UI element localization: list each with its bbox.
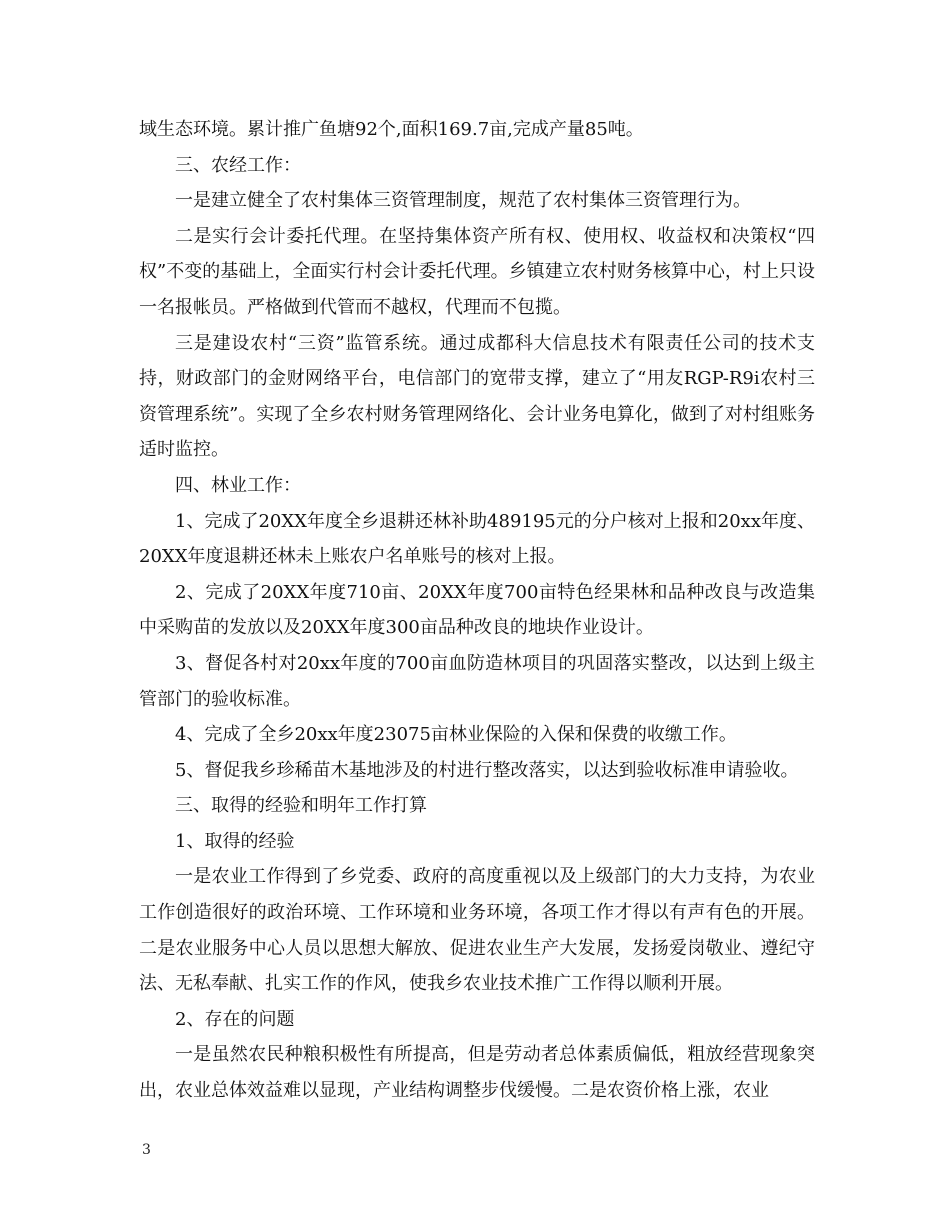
paragraph: 二是实行会计委托代理。在坚持集体资产所有权、使用权、收益权和决策权“四权”不变的基础上，全面实行村会计委托代理。乡镇建立农村财务核算中心，村上只设一名报帐员。严格做到代管而不越权，代理而不包揽。 [139, 225, 815, 318]
paragraph: 一是建立健全了农村集体三资管理制度，规范了农村集体三资管理行为。 [175, 190, 751, 212]
paragraph: 域生态环境。累计推广鱼塘92个,面积169.7亩,完成产量85吨。 [139, 119, 644, 140]
paragraph: 三是建设农村“三资”监管系统。通过成都科大信息技术有限责任公司的技术支持，财政部门的金财网络平台，电信部门的宽带支撑，建立了“用友RGP-R9i农村三资管理系统”。实现了全乡农村财务管理网络化、会计业务电算化，做到了对村组账务适时监控。 [139, 332, 815, 461]
paragraph: 一是虽然农民种粮积极性有所提高，但是劳动者总体素质偏低，粗放经营现象突出，农业总体效益难以显现，产业结构调整步伐缓慢。二是农资价格上涨，农业 [139, 1044, 815, 1102]
section-heading: 三、取得的经验和明年工作打算 [175, 795, 427, 817]
list-item: 3、督促各村对20xx年度的700亩血防造林项目的巩固落实整改，以达到上级主管部门的验收标准。 [139, 652, 815, 710]
section-heading: 四、林业工作： [175, 474, 301, 496]
list-item: 4、完成了全乡20xx年度23075亩林业保险的入保和保费的收缴工作。 [175, 724, 737, 746]
section-heading: 三、农经工作： [175, 154, 301, 176]
list-item: 1、完成了20XX年度全乡退耕还林补助489195元的分户核对上报和20xx年度、20XX年度退耕还林未上账农户名单账号的核对上报。 [139, 510, 815, 568]
document-body [139, 112, 815, 1109]
paragraph: 一是农业工作得到了乡党委、政府的高度重视以及上级部门的大力支持，为农业工作创造很好的政治环境、工作环境和业务环境，各项工作才得以有声有色的开展。二是农业服务中心人员以思想大解放、促进农业生产大发展，发扬爱岗敬业、遵纪守法、无私奉献、扎实工作的作风，使我乡农业技术推广工作得以顺利开展。 [139, 866, 815, 995]
subsection-heading: 2、存在的问题 [175, 1008, 295, 1030]
list-item: 5、督促我乡珍稀苗木基地涉及的村进行整改落实，以达到验收标准申请验收。 [175, 759, 799, 781]
subsection-heading: 1、取得的经验 [175, 830, 295, 852]
page-number: 3 [142, 1142, 151, 1158]
list-item: 2、完成了20XX年度710亩、20XX年度700亩特色经果林和品种改良与改造集中采购苗的发放以及20XX年度300亩品种改良的地块作业设计。 [139, 581, 815, 639]
